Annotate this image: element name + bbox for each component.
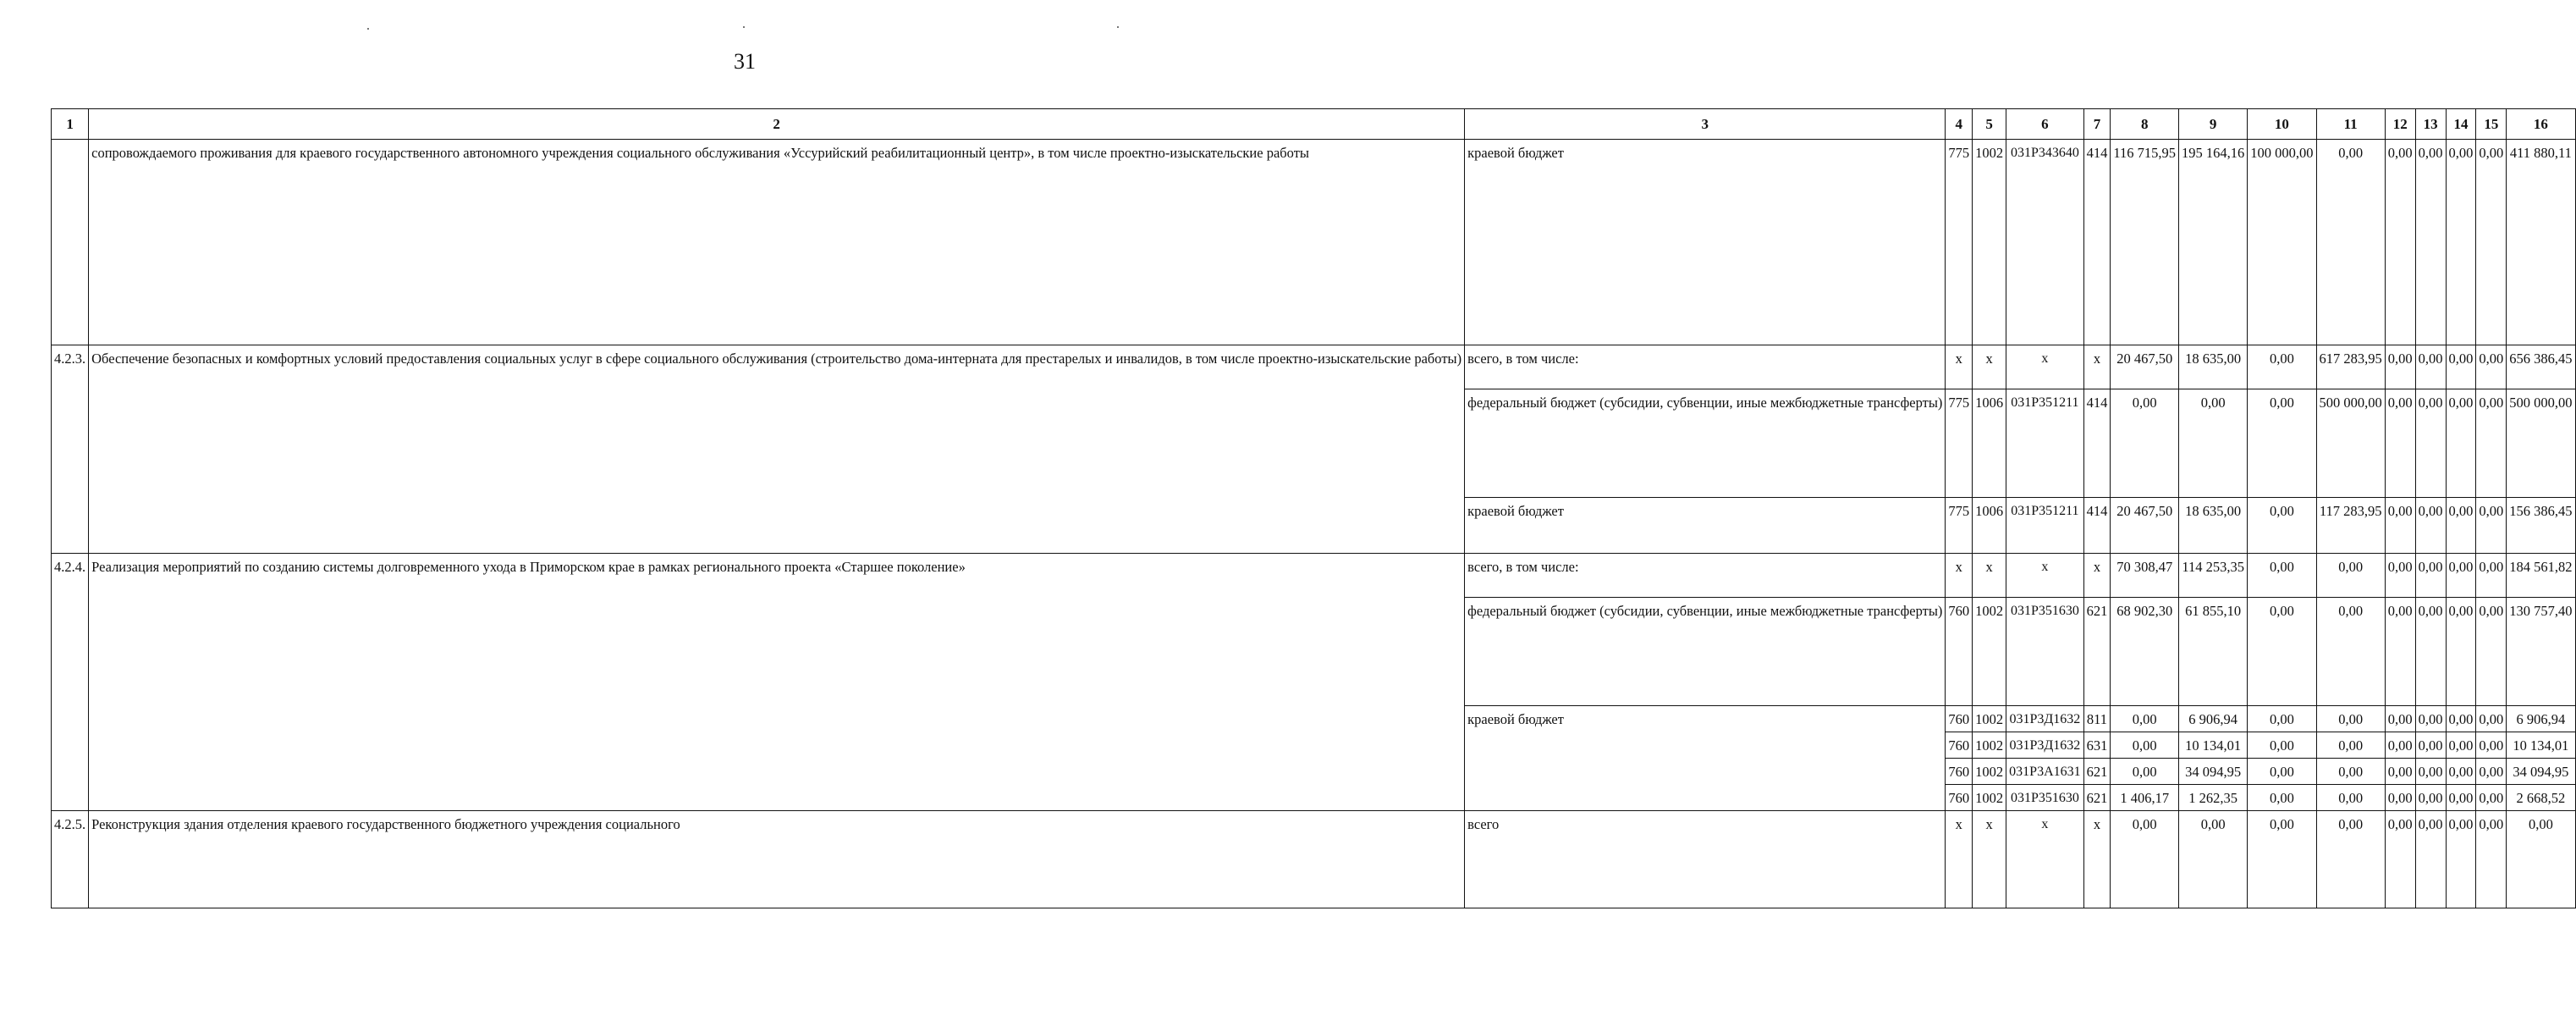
code-gr: 775 <box>1946 389 1973 498</box>
amount-cell: 411 880,11 <box>2507 140 2575 345</box>
column-header: 12 <box>2385 109 2415 140</box>
code-expense-type: 811 <box>2083 706 2111 732</box>
amount-cell: 0,00 <box>2476 785 2507 811</box>
amount-cell: 0,00 <box>2248 785 2316 811</box>
amount-cell: 34 094,95 <box>2179 759 2248 785</box>
amount-cell: 0,00 <box>2476 732 2507 759</box>
table-row <box>52 345 2576 389</box>
amount-cell: 0,00 <box>2415 759 2446 785</box>
amount-cell: 0,00 <box>2248 498 2316 554</box>
code-section: 1006 <box>1973 389 2006 498</box>
amount-cell: 0,00 <box>2385 345 2415 389</box>
amount-cell: 117 283,95 <box>2316 498 2385 554</box>
item-number: 4.2.5. <box>52 811 89 908</box>
column-header: 4 <box>1946 109 1973 140</box>
amount-cell: 68 902,30 <box>2111 598 2179 706</box>
item-name: Реконструкция здания отделения краевого государственного бюджетного учреждения социального <box>89 811 1465 908</box>
code-expense-type: 414 <box>2083 140 2111 345</box>
code-target-article: 031Р3Д1632 <box>2006 706 2083 732</box>
amount-cell: 0,00 <box>2415 706 2446 732</box>
amount-cell: 0,00 <box>2476 140 2507 345</box>
amount-cell: 0,00 <box>2446 811 2476 908</box>
table-row <box>52 811 2576 908</box>
amount-cell: 0,00 <box>2476 759 2507 785</box>
code-section: 1002 <box>1973 598 2006 706</box>
amount-cell: 70 308,47 <box>2111 554 2179 598</box>
amount-cell: 0,00 <box>2248 554 2316 598</box>
column-header: 1 <box>52 109 89 140</box>
column-header: 10 <box>2248 109 2316 140</box>
amount-cell: 0,00 <box>2385 598 2415 706</box>
code-expense-type: х <box>2083 554 2111 598</box>
amount-cell: 0,00 <box>2385 706 2415 732</box>
column-header: 11 <box>2316 109 2385 140</box>
code-target-article: 031Р351211 <box>2006 498 2083 554</box>
amount-cell: 0,00 <box>2385 811 2415 908</box>
column-number-row <box>52 109 2576 140</box>
amount-cell: 0,00 <box>2111 811 2179 908</box>
code-target-article: х <box>2006 554 2083 598</box>
amount-cell: 656 386,45 <box>2507 345 2575 389</box>
amount-cell: 0,00 <box>2476 389 2507 498</box>
code-gr: х <box>1946 811 1973 908</box>
amount-cell: 0,00 <box>2111 389 2179 498</box>
column-header: 13 <box>2415 109 2446 140</box>
code-expense-type: 621 <box>2083 598 2111 706</box>
amount-cell: 0,00 <box>2446 598 2476 706</box>
amount-cell: 0,00 <box>2415 554 2446 598</box>
item-number: 4.2.3. <box>52 345 89 554</box>
amount-cell: 0,00 <box>2446 140 2476 345</box>
amount-cell: 0,00 <box>2476 811 2507 908</box>
code-gr: 760 <box>1946 598 1973 706</box>
code-gr: 775 <box>1946 140 1973 345</box>
amount-cell: 0,00 <box>2446 389 2476 498</box>
amount-cell: 0,00 <box>2446 345 2476 389</box>
code-section: х <box>1973 554 2006 598</box>
amount-cell: 10 134,01 <box>2179 732 2248 759</box>
code-section: 1002 <box>1973 706 2006 732</box>
code-gr: 775 <box>1946 498 1973 554</box>
amount-cell: 0,00 <box>2248 345 2316 389</box>
amount-cell: 6 906,94 <box>2179 706 2248 732</box>
amount-cell: 0,00 <box>2316 706 2385 732</box>
amount-cell: 114 253,35 <box>2179 554 2248 598</box>
code-target-article: 031Р351211 <box>2006 389 2083 498</box>
amount-cell: 0,00 <box>2111 706 2179 732</box>
amount-cell: 0,00 <box>2415 389 2446 498</box>
code-section: 1002 <box>1973 732 2006 759</box>
item-name: сопровождаемого проживания для краевого государственного автономного учреждения социального обслуживания «Уссурийский реабилитационный центр», в том числе проектно-изыскательские работы <box>89 140 1465 345</box>
amount-cell: 0,00 <box>2316 598 2385 706</box>
amount-cell: 0,00 <box>2316 732 2385 759</box>
code-target-article: х <box>2006 345 2083 389</box>
amount-cell: 0,00 <box>2476 498 2507 554</box>
budget-table <box>51 108 2576 908</box>
table-row <box>52 554 2576 598</box>
scan-speck <box>1117 26 1119 28</box>
amount-cell: 156 386,45 <box>2507 498 2575 554</box>
amount-cell: 2 668,52 <box>2507 785 2575 811</box>
funding-source: краевой бюджет <box>1465 706 1946 811</box>
page-number: 31 <box>734 49 756 74</box>
column-header: 14 <box>2446 109 2476 140</box>
amount-cell: 100 000,00 <box>2248 140 2316 345</box>
amount-cell: 130 757,40 <box>2507 598 2575 706</box>
scan-speck <box>743 26 745 28</box>
column-header: 7 <box>2083 109 2111 140</box>
code-target-article: 031Р343640 <box>2006 140 2083 345</box>
amount-cell: 0,00 <box>2507 811 2575 908</box>
amount-cell: 0,00 <box>2446 498 2476 554</box>
amount-cell: 0,00 <box>2415 598 2446 706</box>
amount-cell: 0,00 <box>2248 706 2316 732</box>
amount-cell: 0,00 <box>2446 759 2476 785</box>
amount-cell: 0,00 <box>2385 389 2415 498</box>
code-section: 1006 <box>1973 498 2006 554</box>
code-target-article: 031Р3Д1632 <box>2006 732 2083 759</box>
funding-source: всего, в том числе: <box>1465 345 1946 389</box>
code-expense-type: 414 <box>2083 498 2111 554</box>
amount-cell: 0,00 <box>2446 732 2476 759</box>
amount-cell: 0,00 <box>2415 732 2446 759</box>
code-section: х <box>1973 345 2006 389</box>
code-gr: 760 <box>1946 706 1973 732</box>
amount-cell: 0,00 <box>2248 598 2316 706</box>
code-section: 1002 <box>1973 759 2006 785</box>
amount-cell: 617 283,95 <box>2316 345 2385 389</box>
column-header: 15 <box>2476 109 2507 140</box>
code-expense-type: 414 <box>2083 389 2111 498</box>
code-target-article: 031Р351630 <box>2006 785 2083 811</box>
amount-cell: 61 855,10 <box>2179 598 2248 706</box>
amount-cell: 0,00 <box>2415 785 2446 811</box>
amount-cell: 184 561,82 <box>2507 554 2575 598</box>
table-row <box>52 140 2576 345</box>
amount-cell: 18 635,00 <box>2179 498 2248 554</box>
amount-cell: 20 467,50 <box>2111 498 2179 554</box>
code-gr: х <box>1946 345 1973 389</box>
item-name: Реализация мероприятий по созданию системы долговременного ухода в Приморском крае в рамках регионального проекта «Старшее поколение» <box>89 554 1465 811</box>
amount-cell: 0,00 <box>2476 598 2507 706</box>
amount-cell: 500 000,00 <box>2507 389 2575 498</box>
code-gr: х <box>1946 554 1973 598</box>
code-section: х <box>1973 811 2006 908</box>
amount-cell: 0,00 <box>2316 554 2385 598</box>
column-header: 3 <box>1465 109 1946 140</box>
code-expense-type: 621 <box>2083 785 2111 811</box>
amount-cell: 195 164,16 <box>2179 140 2248 345</box>
code-expense-type: х <box>2083 811 2111 908</box>
code-gr: 760 <box>1946 732 1973 759</box>
amount-cell: 0,00 <box>2248 389 2316 498</box>
amount-cell: 0,00 <box>2385 554 2415 598</box>
code-expense-type: 621 <box>2083 759 2111 785</box>
funding-source: федеральный бюджет (субсидии, субвенции, иные межбюджетные трансферты) <box>1465 598 1946 706</box>
item-name: Обеспечение безопасных и комфортных условий предоставления социальных услуг в сфере социального обслуживания (строительство дома-интерната для престарелых и инвалидов, в том числе проектно-изыскательские работы) <box>89 345 1465 554</box>
amount-cell: 116 715,95 <box>2111 140 2179 345</box>
amount-cell: 0,00 <box>2385 140 2415 345</box>
column-header: 16 <box>2507 109 2575 140</box>
column-header: 5 <box>1973 109 2006 140</box>
amount-cell: 0,00 <box>2476 554 2507 598</box>
column-header: 6 <box>2006 109 2083 140</box>
amount-cell: 20 467,50 <box>2111 345 2179 389</box>
amount-cell: 0,00 <box>2446 554 2476 598</box>
code-expense-type: 631 <box>2083 732 2111 759</box>
code-section: 1002 <box>1973 785 2006 811</box>
amount-cell: 0,00 <box>2316 140 2385 345</box>
column-header: 9 <box>2179 109 2248 140</box>
column-header: 8 <box>2111 109 2179 140</box>
amount-cell: 0,00 <box>2415 345 2446 389</box>
amount-cell: 500 000,00 <box>2316 389 2385 498</box>
amount-cell: 18 635,00 <box>2179 345 2248 389</box>
amount-cell: 0,00 <box>2385 498 2415 554</box>
amount-cell: 0,00 <box>2248 811 2316 908</box>
amount-cell: 1 406,17 <box>2111 785 2179 811</box>
amount-cell: 0,00 <box>2316 811 2385 908</box>
amount-cell: 0,00 <box>2385 785 2415 811</box>
amount-cell: 0,00 <box>2248 732 2316 759</box>
code-target-article: 031Р351630 <box>2006 598 2083 706</box>
amount-cell: 0,00 <box>2385 732 2415 759</box>
amount-cell: 0,00 <box>2446 785 2476 811</box>
amount-cell: 0,00 <box>2179 811 2248 908</box>
amount-cell: 0,00 <box>2415 140 2446 345</box>
item-number: 4.2.4. <box>52 554 89 811</box>
amount-cell: 10 134,01 <box>2507 732 2575 759</box>
amount-cell: 0,00 <box>2415 498 2446 554</box>
funding-source: краевой бюджет <box>1465 498 1946 554</box>
amount-cell: 0,00 <box>2179 389 2248 498</box>
code-gr: 760 <box>1946 759 1973 785</box>
amount-cell: 0,00 <box>2446 706 2476 732</box>
amount-cell: 0,00 <box>2476 706 2507 732</box>
amount-cell: 6 906,94 <box>2507 706 2575 732</box>
code-section: 1002 <box>1973 140 2006 345</box>
column-header: 2 <box>89 109 1465 140</box>
code-gr: 760 <box>1946 785 1973 811</box>
funding-source: всего <box>1465 811 1946 908</box>
amount-cell: 0,00 <box>2385 759 2415 785</box>
funding-source: краевой бюджет <box>1465 140 1946 345</box>
amount-cell: 34 094,95 <box>2507 759 2575 785</box>
amount-cell: 0,00 <box>2316 785 2385 811</box>
amount-cell: 0,00 <box>2415 811 2446 908</box>
item-number <box>52 140 89 345</box>
funding-source: федеральный бюджет (субсидии, субвенции, иные межбюджетные трансферты) <box>1465 389 1946 498</box>
funding-source: всего, в том числе: <box>1465 554 1946 598</box>
amount-cell: 0,00 <box>2476 345 2507 389</box>
amount-cell: 0,00 <box>2111 759 2179 785</box>
code-target-article: 031Р3А1631 <box>2006 759 2083 785</box>
amount-cell: 1 262,35 <box>2179 785 2248 811</box>
amount-cell: 0,00 <box>2316 759 2385 785</box>
amount-cell: 0,00 <box>2111 732 2179 759</box>
amount-cell: 0,00 <box>2248 759 2316 785</box>
code-target-article: х <box>2006 811 2083 908</box>
scan-speck <box>367 28 369 30</box>
code-expense-type: х <box>2083 345 2111 389</box>
